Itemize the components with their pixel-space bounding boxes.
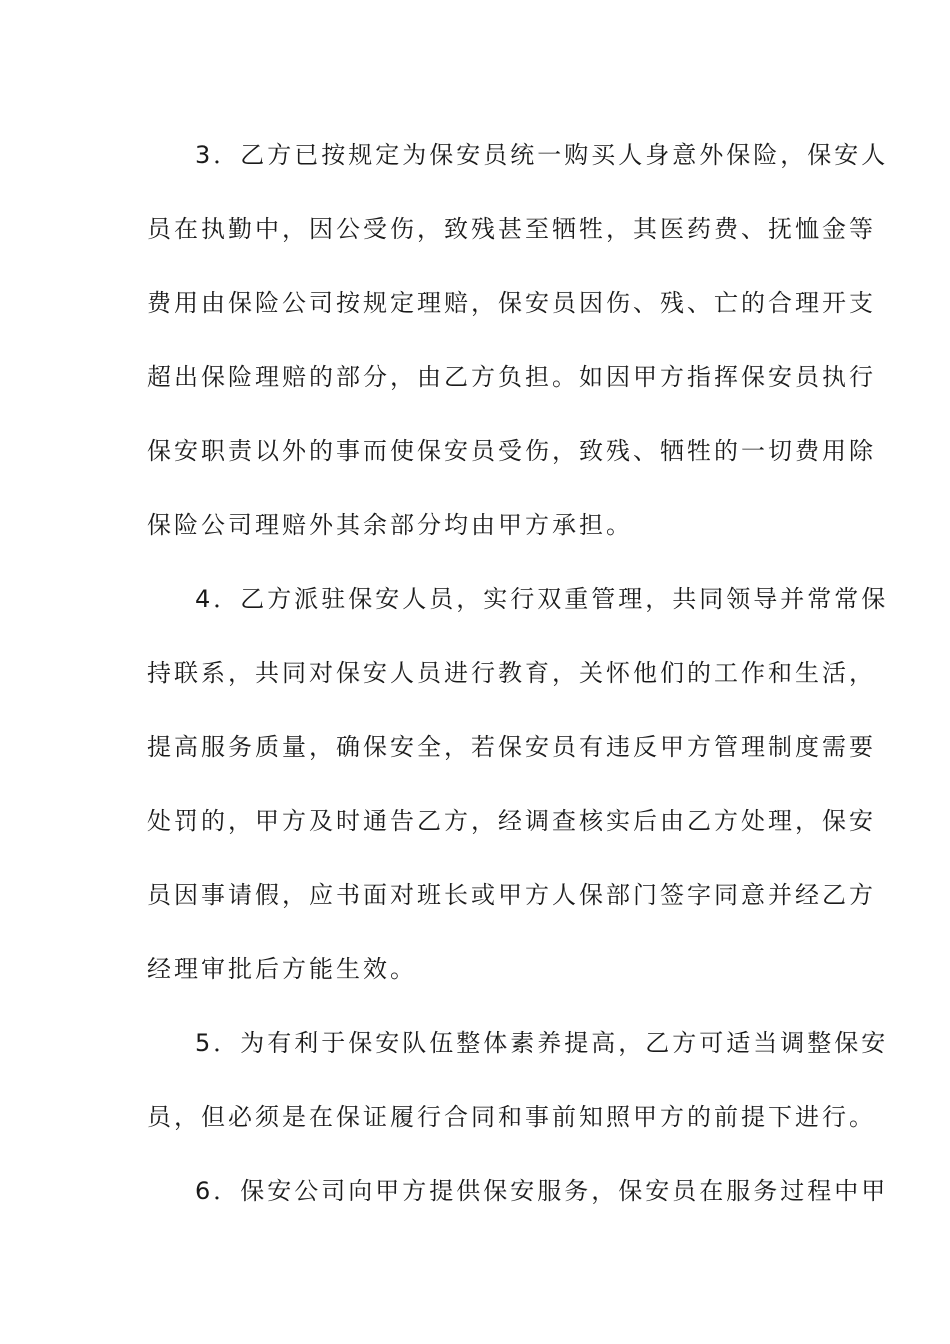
clause-3-line-4: 超出保险理赔的部分，由乙方负担。如因甲方指挥保安员执行 <box>147 363 876 391</box>
clause-4-line-4: 处罚的，甲方及时通告乙方，经调查核实后由乙方处理，保安 <box>147 807 876 835</box>
clause-4-line-2: 持联系，共同对保安人员进行教育，关怀他们的工作和生活， <box>147 659 876 687</box>
clause-3-line-2: 员在执勤中，因公受伤，致残甚至牺牲，其医药费、抚恤金等 <box>147 215 876 243</box>
clause-4-line-6: 经理审批后方能生效。 <box>147 955 417 983</box>
clause-5-line-1: 5．为有利于保安队伍整体素养提高，乙方可适当调整保安 <box>195 1029 889 1057</box>
clause-3-line-1: 3．乙方已按规定为保安员统一购买人身意外保险，保安人 <box>195 141 889 169</box>
clause-3-line-3: 费用由保险公司按规定理赔，保安员因伤、残、亡的合理开支 <box>147 289 876 317</box>
clause-3-line-6: 保险公司理赔外其余部分均由甲方承担。 <box>147 511 633 539</box>
clause-4-line-5: 员因事请假，应书面对班长或甲方人保部门签字同意并经乙方 <box>147 881 876 909</box>
clause-6-line-1: 6．保安公司向甲方提供保安服务，保安员在服务过程中甲 <box>195 1177 889 1205</box>
clause-4-line-1: 4．乙方派驻保安人员，实行双重管理，共同领导并常常保 <box>195 585 889 613</box>
clause-3-line-5: 保安职责以外的事而使保安员受伤，致残、牺牲的一切费用除 <box>147 437 876 465</box>
clause-5-line-2: 员，但必须是在保证履行合同和事前知照甲方的前提下进行。 <box>147 1103 876 1131</box>
clause-4-line-3: 提高服务质量，确保安全，若保安员有违反甲方管理制度需要 <box>147 733 876 761</box>
